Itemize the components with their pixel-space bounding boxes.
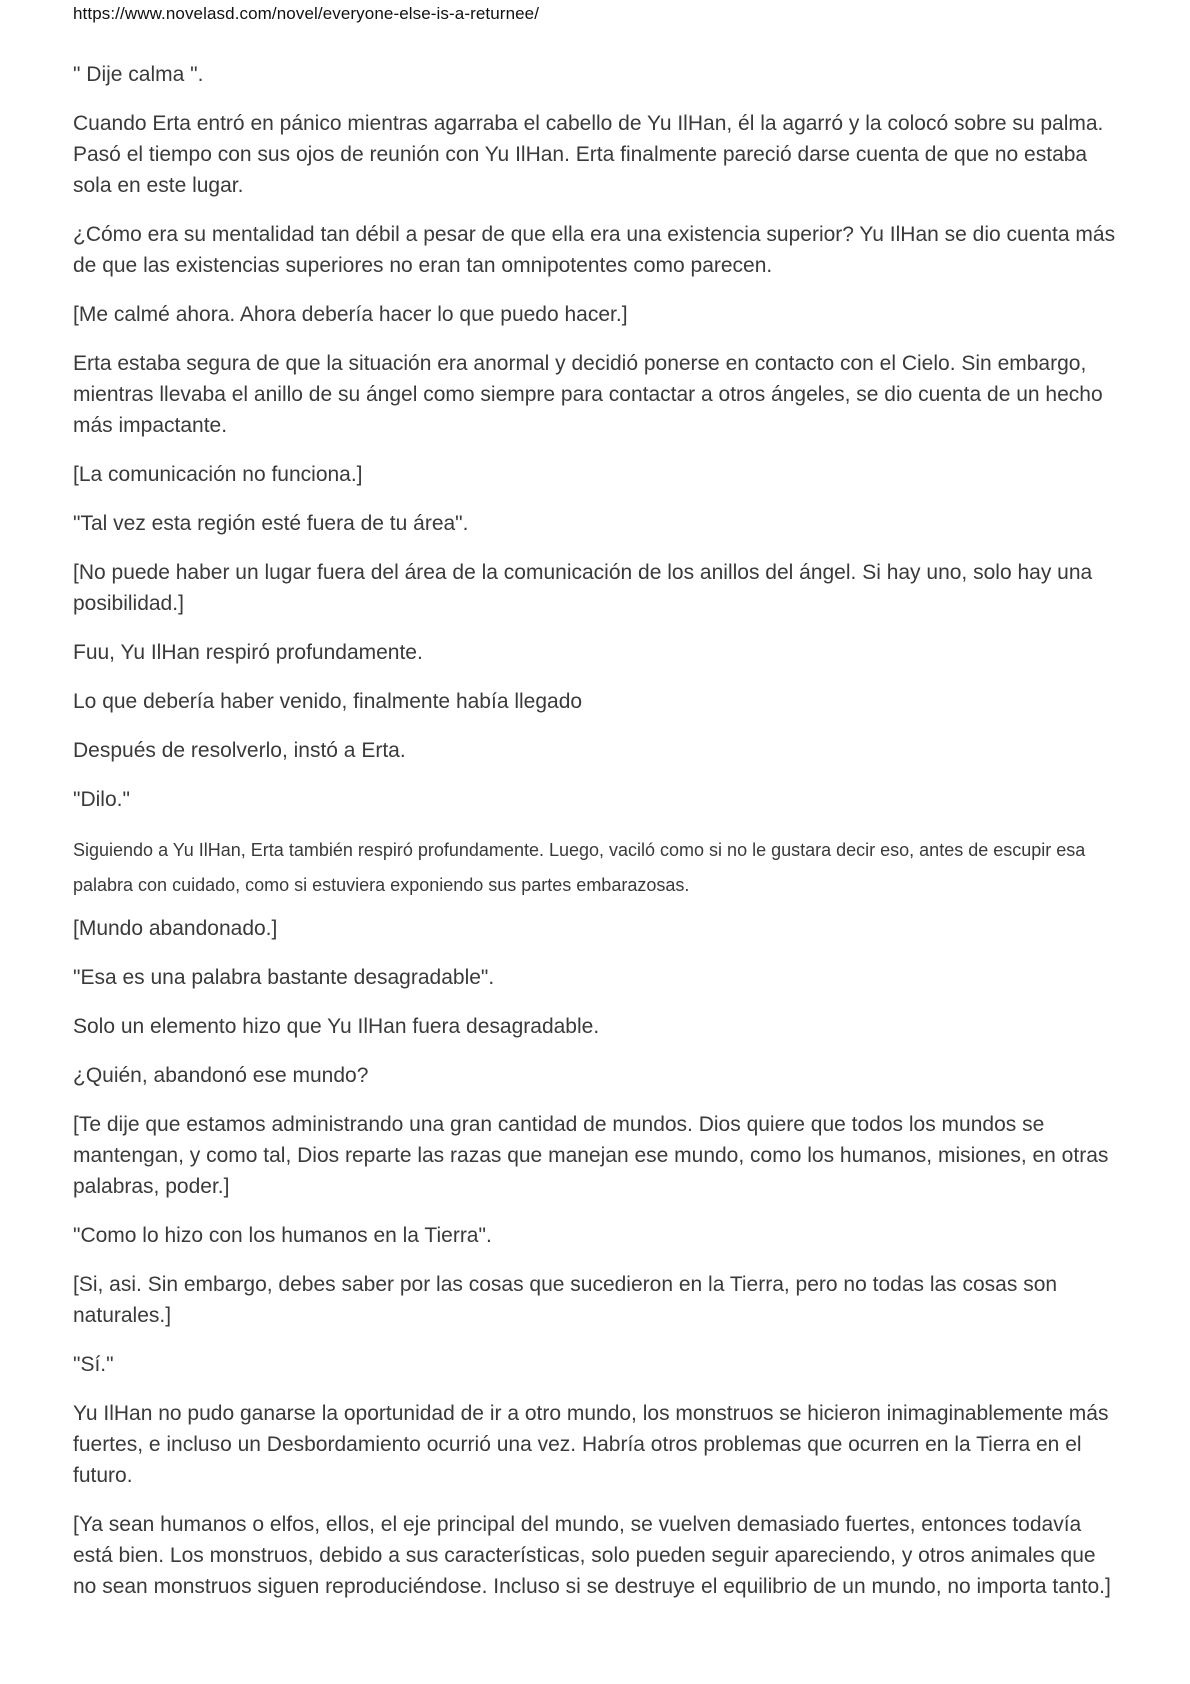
paragraph: " Dije calma ".	[73, 63, 204, 86]
paragraph: Fuu, Yu IlHan respiró profundamente.	[73, 641, 423, 664]
paragraph: "Esa es una palabra bastante desagradable".	[73, 966, 495, 989]
paragraph: [Ya sean humanos o elfos, ellos, el eje principal del mundo, se vuelven demasiado fuertes, entonces todavía está bien. Los monstruos, debido a sus características, solo pueden seguir apareciendo, y otros animales que no sean monstruos siguen reproduciéndose. Incluso si se destruye el equilibrio de un mundo, no importa tanto.]	[73, 1513, 1111, 1598]
paragraph: Erta estaba segura de que la situación era anormal y decidió ponerse en contacto con el Cielo. Sin embargo, mientras llevaba el anillo de su ángel como siempre para contactar a otros ángeles, se dio cuenta de un hecho más impactante.	[73, 352, 1103, 437]
paragraph: "Tal vez esta región esté fuera de tu área".	[73, 512, 469, 535]
paragraph: "Dilo."	[73, 788, 130, 811]
paragraph: Lo que debería haber venido, finalmente había llegado	[73, 690, 583, 713]
paragraph: Después de resolverlo, instó a Erta.	[73, 739, 406, 762]
paragraph: "Como lo hizo con los humanos en la Tierra".	[73, 1224, 492, 1247]
paragraph: [No puede haber un lugar fuera del área de la comunicación de los anillos del ángel. Si hay uno, solo hay una posibilidad.]	[73, 561, 1093, 615]
page-url: https://www.novelasd.com/novel/everyone-else-is-a-returnee/	[73, 4, 540, 23]
paragraph: [Si, asi. Sin embargo, debes saber por las cosas que sucedieron en la Tierra, pero no todas las cosas son naturales.]	[73, 1273, 1058, 1327]
paragraph: [La comunicación no funciona.]	[73, 463, 363, 486]
paragraph: "Sí."	[73, 1353, 114, 1376]
paragraph: [Mundo abandonado.]	[73, 917, 278, 940]
paragraph: Solo un elemento hizo que Yu IlHan fuera desagradable.	[73, 1015, 600, 1038]
paragraph: [Me calmé ahora. Ahora debería hacer lo que puedo hacer.]	[73, 303, 628, 326]
paragraph: Cuando Erta entró en pánico mientras agarraba el cabello de Yu IlHan, él la agarró y la colocó sobre su palma. Pasó el tiempo con sus ojos de reunión con Yu IlHan. Erta finalmente pareció darse cuenta de que no estaba sola en este lugar.	[73, 112, 1104, 197]
paragraph: Yu IlHan no pudo ganarse la oportunidad de ir a otro mundo, los monstruos se hicieron inimaginablemente más fuertes, e incluso un Desbordamiento ocurrió una vez. Habría otros problemas que ocurren en la Tierra en el futuro.	[73, 1402, 1109, 1487]
paragraph: ¿Quién, abandonó ese mundo?	[73, 1064, 369, 1087]
paragraph: ¿Cómo era su mentalidad tan débil a pesar de que ella era una existencia superior? Yu IlHan se dio cuenta más de que las existencias superiores no eran tan omnipotentes como parecen.	[73, 223, 1116, 277]
paragraph: [Te dije que estamos administrando una gran cantidad de mundos. Dios quiere que todos los mundos se mantengan, y como tal, Dios reparte las razas que manejan ese mundo, como los humanos, misiones, en otras palabras, poder.]	[73, 1113, 1109, 1198]
chapter-text	[73, 59, 1118, 1620]
paragraph: Siguiendo a Yu IlHan, Erta también respiró profundamente. Luego, vaciló como si no le gustara decir eso, antes de escupir esa palabra con cuidado, como si estuviera exponiendo sus partes embarazosas.	[73, 840, 1086, 895]
